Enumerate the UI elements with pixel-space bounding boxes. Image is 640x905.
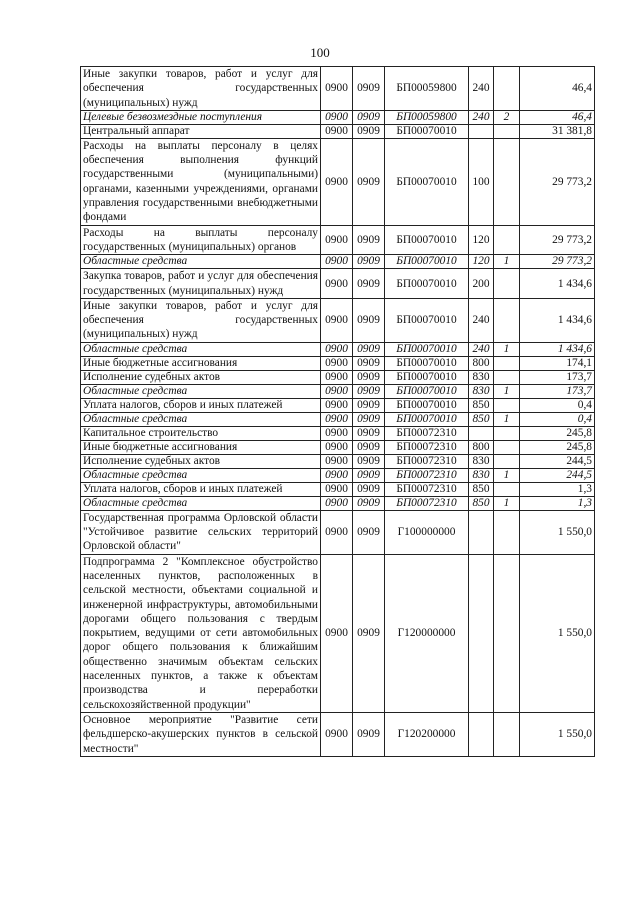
table-row — [81, 426, 595, 440]
target-article-code: БП00070010 — [385, 398, 469, 412]
expense-type-code: 830 — [469, 468, 494, 482]
row-name: Областные средства — [81, 384, 321, 398]
row-name: Основное мероприятие "Развитие сети фельдшерско-акушерских пунктов в сельской местности" — [81, 712, 321, 756]
row-name: Центральный аппарат — [81, 124, 321, 138]
target-article-code: Г100000000 — [385, 510, 469, 554]
table-row — [81, 225, 595, 255]
table-row — [81, 412, 595, 426]
funding-source-code — [494, 370, 520, 384]
target-article-code: БП00070010 — [385, 356, 469, 370]
table-row — [81, 67, 595, 111]
amount: 31 381,8 — [520, 124, 595, 138]
table-row — [81, 468, 595, 482]
amount: 245,8 — [520, 426, 595, 440]
table-row — [81, 440, 595, 454]
section-code: 0900 — [321, 554, 353, 712]
funding-source-code: 1 — [494, 468, 520, 482]
row-name: Иные бюджетные ассигнования — [81, 440, 321, 454]
subsection-code: 0909 — [353, 255, 385, 269]
row-name: Целевые безвозмездные поступления — [81, 110, 321, 124]
subsection-code: 0909 — [353, 124, 385, 138]
row-name: Иные закупки товаров, работ и услуг для обеспечения государственных (муниципальных) нужд — [81, 298, 321, 342]
section-code: 0900 — [321, 412, 353, 426]
row-name: Областные средства — [81, 255, 321, 269]
target-article-code: БП00072310 — [385, 426, 469, 440]
funding-source-code — [494, 398, 520, 412]
table-row — [81, 384, 595, 398]
funding-source-code: 1 — [494, 384, 520, 398]
subsection-code: 0909 — [353, 398, 385, 412]
funding-source-code: 1 — [494, 412, 520, 426]
funding-source-code — [494, 440, 520, 454]
amount: 173,7 — [520, 370, 595, 384]
table-row — [81, 356, 595, 370]
expense-type-code: 850 — [469, 412, 494, 426]
expense-type-code: 800 — [469, 440, 494, 454]
funding-source-code: 1 — [494, 255, 520, 269]
expense-type-code — [469, 510, 494, 554]
funding-source-code — [494, 225, 520, 255]
target-article-code: БП00072310 — [385, 468, 469, 482]
funding-source-code — [494, 454, 520, 468]
target-article-code: БП00072310 — [385, 482, 469, 496]
funding-source-code — [494, 269, 520, 299]
amount: 29 773,2 — [520, 138, 595, 225]
expense-type-code: 850 — [469, 496, 494, 510]
table-row — [81, 342, 595, 356]
row-name: Исполнение судебных актов — [81, 370, 321, 384]
row-name: Уплата налогов, сборов и иных платежей — [81, 482, 321, 496]
table-row — [81, 554, 595, 712]
amount: 1 550,0 — [520, 712, 595, 756]
section-code: 0900 — [321, 398, 353, 412]
expense-type-code: 100 — [469, 138, 494, 225]
row-name: Закупка товаров, работ и услуг для обеспечения государственных (муниципальных) нужд — [81, 269, 321, 299]
section-code: 0900 — [321, 468, 353, 482]
subsection-code: 0909 — [353, 110, 385, 124]
table-row — [81, 138, 595, 225]
target-article-code: БП00070010 — [385, 255, 469, 269]
funding-source-code — [494, 298, 520, 342]
subsection-code: 0909 — [353, 138, 385, 225]
subsection-code: 0909 — [353, 370, 385, 384]
row-name: Иные бюджетные ассигнования — [81, 356, 321, 370]
expense-type-code: 240 — [469, 298, 494, 342]
target-article-code: БП00070010 — [385, 269, 469, 299]
section-code: 0900 — [321, 370, 353, 384]
row-name: Областные средства — [81, 412, 321, 426]
amount: 29 773,2 — [520, 255, 595, 269]
expense-type-code: 120 — [469, 255, 494, 269]
subsection-code: 0909 — [353, 269, 385, 299]
funding-source-code — [494, 426, 520, 440]
expense-type-code: 830 — [469, 370, 494, 384]
amount: 173,7 — [520, 384, 595, 398]
row-name: Капитальное строительство — [81, 426, 321, 440]
subsection-code: 0909 — [353, 67, 385, 111]
expense-type-code: 200 — [469, 269, 494, 299]
target-article-code: БП00072310 — [385, 496, 469, 510]
expense-type-code — [469, 712, 494, 756]
target-article-code: БП00059800 — [385, 67, 469, 111]
section-code: 0900 — [321, 124, 353, 138]
funding-source-code: 1 — [494, 342, 520, 356]
expense-type-code: 800 — [469, 356, 494, 370]
subsection-code: 0909 — [353, 510, 385, 554]
section-code: 0900 — [321, 440, 353, 454]
target-article-code: БП00070010 — [385, 412, 469, 426]
section-code: 0900 — [321, 342, 353, 356]
table-row — [81, 370, 595, 384]
row-name: Областные средства — [81, 496, 321, 510]
table-row — [81, 269, 595, 299]
table-row — [81, 482, 595, 496]
amount: 0,4 — [520, 412, 595, 426]
section-code: 0900 — [321, 384, 353, 398]
target-article-code: БП00072310 — [385, 440, 469, 454]
row-name: Областные средства — [81, 468, 321, 482]
row-name: Уплата налогов, сборов и иных платежей — [81, 398, 321, 412]
amount: 1 550,0 — [520, 510, 595, 554]
section-code: 0900 — [321, 138, 353, 225]
expense-type-code: 240 — [469, 110, 494, 124]
funding-source-code — [494, 356, 520, 370]
subsection-code: 0909 — [353, 225, 385, 255]
subsection-code: 0909 — [353, 454, 385, 468]
target-article-code: БП00070010 — [385, 342, 469, 356]
section-code: 0900 — [321, 255, 353, 269]
expense-type-code: 120 — [469, 225, 494, 255]
funding-source-code: 1 — [494, 496, 520, 510]
table-row — [81, 496, 595, 510]
expense-type-code: 830 — [469, 454, 494, 468]
expense-type-code: 850 — [469, 398, 494, 412]
budget-table — [80, 66, 595, 757]
section-code: 0900 — [321, 426, 353, 440]
table-row — [81, 124, 595, 138]
expense-type-code: 240 — [469, 342, 494, 356]
amount: 245,8 — [520, 440, 595, 454]
section-code: 0900 — [321, 712, 353, 756]
amount: 46,4 — [520, 67, 595, 111]
amount: 1,3 — [520, 496, 595, 510]
subsection-code: 0909 — [353, 482, 385, 496]
table-row — [81, 510, 595, 554]
funding-source-code — [494, 138, 520, 225]
amount: 1 434,6 — [520, 342, 595, 356]
row-name: Расходы на выплаты персоналу в целях обеспечения выполнения функций государственными (муниципальными) органами, казенными учреждениями, органами управления государственными внебюджетными фондами — [81, 138, 321, 225]
section-code: 0900 — [321, 510, 353, 554]
section-code: 0900 — [321, 269, 353, 299]
section-code: 0900 — [321, 67, 353, 111]
expense-type-code: 850 — [469, 482, 494, 496]
section-code: 0900 — [321, 225, 353, 255]
row-name: Иные закупки товаров, работ и услуг для обеспечения государственных (муниципальных) нужд — [81, 67, 321, 111]
target-article-code: БП00072310 — [385, 454, 469, 468]
subsection-code: 0909 — [353, 426, 385, 440]
subsection-code: 0909 — [353, 356, 385, 370]
table-row — [81, 712, 595, 756]
amount: 29 773,2 — [520, 225, 595, 255]
table-row — [81, 298, 595, 342]
amount: 1,3 — [520, 482, 595, 496]
subsection-code: 0909 — [353, 384, 385, 398]
section-code: 0900 — [321, 298, 353, 342]
subsection-code: 0909 — [353, 342, 385, 356]
subsection-code: 0909 — [353, 412, 385, 426]
amount: 1 550,0 — [520, 554, 595, 712]
table-row — [81, 454, 595, 468]
expense-type-code: 240 — [469, 67, 494, 111]
target-article-code: БП00070010 — [385, 384, 469, 398]
budget-table-body — [81, 67, 595, 757]
expense-type-code — [469, 554, 494, 712]
section-code: 0900 — [321, 496, 353, 510]
amount: 1 434,6 — [520, 298, 595, 342]
target-article-code: БП00059800 — [385, 110, 469, 124]
section-code: 0900 — [321, 110, 353, 124]
amount: 174,1 — [520, 356, 595, 370]
page-number: 100 — [310, 45, 330, 60]
target-article-code: БП00070010 — [385, 138, 469, 225]
section-code: 0900 — [321, 454, 353, 468]
target-article-code: БП00070010 — [385, 124, 469, 138]
funding-source-code — [494, 124, 520, 138]
section-code: 0900 — [321, 482, 353, 496]
subsection-code: 0909 — [353, 496, 385, 510]
funding-source-code — [494, 712, 520, 756]
subsection-code: 0909 — [353, 468, 385, 482]
section-code: 0900 — [321, 356, 353, 370]
amount: 1 434,6 — [520, 269, 595, 299]
table-row — [81, 255, 595, 269]
funding-source-code — [494, 67, 520, 111]
subsection-code: 0909 — [353, 712, 385, 756]
amount: 244,5 — [520, 454, 595, 468]
funding-source-code — [494, 554, 520, 712]
row-name: Областные средства — [81, 342, 321, 356]
target-article-code: БП00070010 — [385, 225, 469, 255]
expense-type-code: 830 — [469, 384, 494, 398]
row-name: Государственная программа Орловской области "Устойчивое развитие сельских территорий Орловской области" — [81, 510, 321, 554]
amount: 46,4 — [520, 110, 595, 124]
target-article-code: Г120000000 — [385, 554, 469, 712]
table-row — [81, 110, 595, 124]
row-name: Расходы на выплаты персоналу государственных (муниципальных) органов — [81, 225, 321, 255]
table-row — [81, 398, 595, 412]
expense-type-code — [469, 124, 494, 138]
expense-type-code — [469, 426, 494, 440]
subsection-code: 0909 — [353, 440, 385, 454]
row-name: Подпрограмма 2 "Комплексное обустройство населенных пунктов, расположенных в сельской местности, объектами социальной и инженерной инфраструктуры, автомобильными дорогами общего пользования с твердым покрытием, ведущими от сети автомобильных дорог общего пользования к ближайшим общественно значимым объектам сельских населенных пунктов, а также к объектам производства и переработки сельскохозяйственной продукции" — [81, 554, 321, 712]
target-article-code: БП00070010 — [385, 370, 469, 384]
row-name: Исполнение судебных актов — [81, 454, 321, 468]
subsection-code: 0909 — [353, 298, 385, 342]
amount: 0,4 — [520, 398, 595, 412]
target-article-code: Г120200000 — [385, 712, 469, 756]
amount: 244,5 — [520, 468, 595, 482]
funding-source-code — [494, 510, 520, 554]
funding-source-code — [494, 482, 520, 496]
target-article-code: БП00070010 — [385, 298, 469, 342]
subsection-code: 0909 — [353, 554, 385, 712]
funding-source-code: 2 — [494, 110, 520, 124]
